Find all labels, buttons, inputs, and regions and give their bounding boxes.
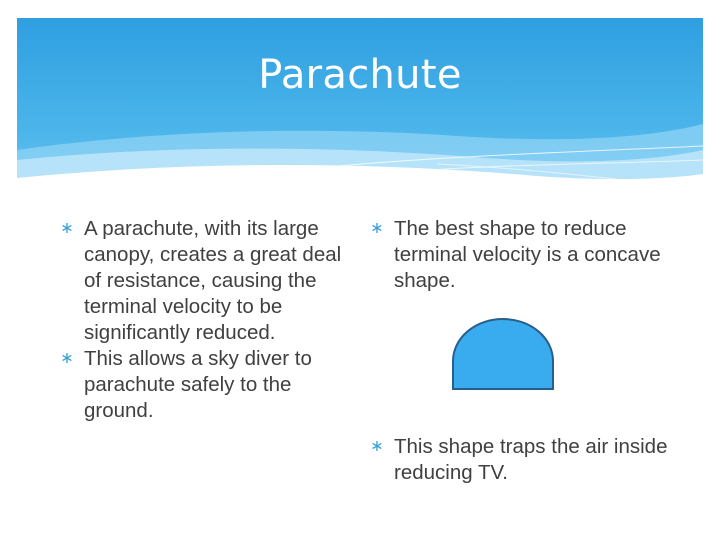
slide-title: Parachute	[258, 52, 462, 98]
bullet-text: This allows a sky diver to parachute safely to the ground.	[84, 347, 312, 422]
bullet-item	[58, 216, 358, 346]
asterisk-bullet-icon: ∗	[60, 350, 74, 367]
bullet-item	[58, 346, 358, 424]
bullet-item	[368, 216, 668, 294]
asterisk-bullet-icon: ∗	[370, 438, 384, 455]
bullet-text: This shape traps the air inside reducing TV.	[394, 435, 668, 484]
banner-wave-background	[17, 18, 703, 200]
bullet-text: A parachute, with its large canopy, creates a great deal of resistance, causing the terminal velocity to be significantly reduced.	[84, 217, 342, 344]
asterisk-bullet-icon: ∗	[370, 220, 384, 237]
title-banner	[17, 18, 703, 200]
concave-canopy-shape	[449, 317, 557, 391]
asterisk-bullet-icon: ∗	[60, 220, 74, 237]
bullet-item	[368, 434, 668, 486]
bullet-text: The best shape to reduce terminal velocity is a concave shape.	[394, 217, 661, 292]
left-column	[58, 216, 358, 424]
